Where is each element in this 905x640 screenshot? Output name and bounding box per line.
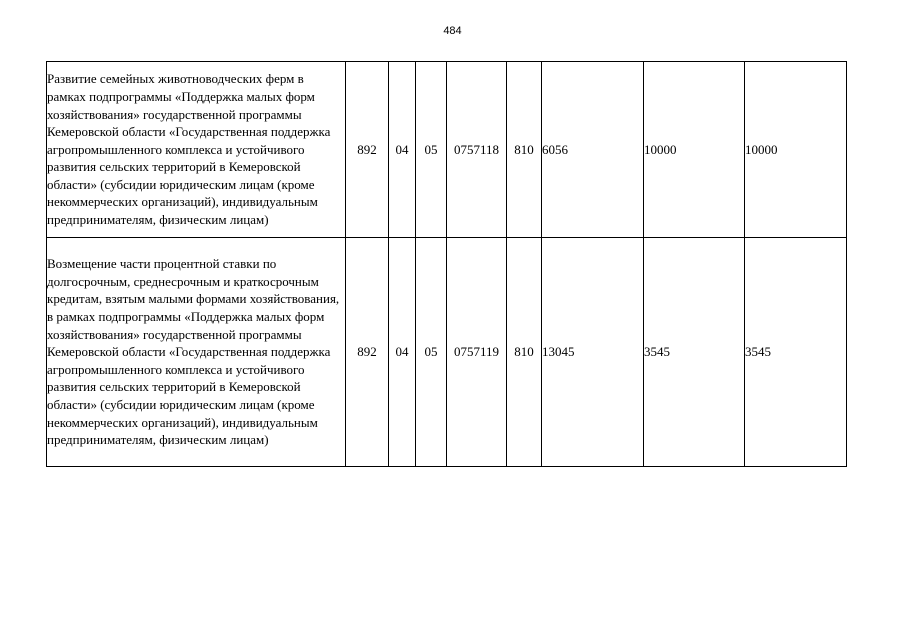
amount-3: 10000 [745, 62, 847, 238]
section-code: 04 [389, 238, 416, 467]
amount-1: 13045 [542, 238, 644, 467]
amount-1: 6056 [542, 62, 644, 238]
amount-2: 10000 [644, 62, 745, 238]
budget-table [46, 61, 847, 467]
row-description: Возмещение части процентной ставки по долгосрочным, среднесрочным и краткосрочным кредитам, взятым малыми формами хозяйствования, в рамках подпрограммы «Поддержка малых форм хозяйствования» государственной программы Кемеровской области «Государственная поддержка агропромышленного комплекса и устойчивого развития сельских территорий в Кемеровской области» (субсидии юридическим лицам (кроме некоммерческих организаций), индивидуальным предпринимателям, физическим лицам) [47, 238, 346, 467]
target-item-code: 0757118 [447, 62, 507, 238]
subsection-code: 05 [416, 62, 447, 238]
ministry-code: 892 [346, 238, 389, 467]
target-item-code: 0757119 [447, 238, 507, 467]
ministry-code: 892 [346, 62, 389, 238]
subsection-code: 05 [416, 238, 447, 467]
table-row [47, 238, 847, 467]
table-row [47, 62, 847, 238]
page-number: 484 [443, 25, 462, 37]
expense-type-code: 810 [507, 238, 542, 467]
row-description: Развитие семейных животноводческих ферм в рамках подпрограммы «Поддержка малых форм хозяйствования» государственной программы Кемеровской области «Государственная поддержка агропромышленного комплекса и устойчивого развития сельских территорий в Кемеровской области» (субсидии юридическим лицам (кроме некоммерческих организаций), индивидуальным предпринимателям, физическим лицам) [47, 62, 346, 238]
expense-type-code: 810 [507, 62, 542, 238]
amount-3: 3545 [745, 238, 847, 467]
amount-2: 3545 [644, 238, 745, 467]
section-code: 04 [389, 62, 416, 238]
